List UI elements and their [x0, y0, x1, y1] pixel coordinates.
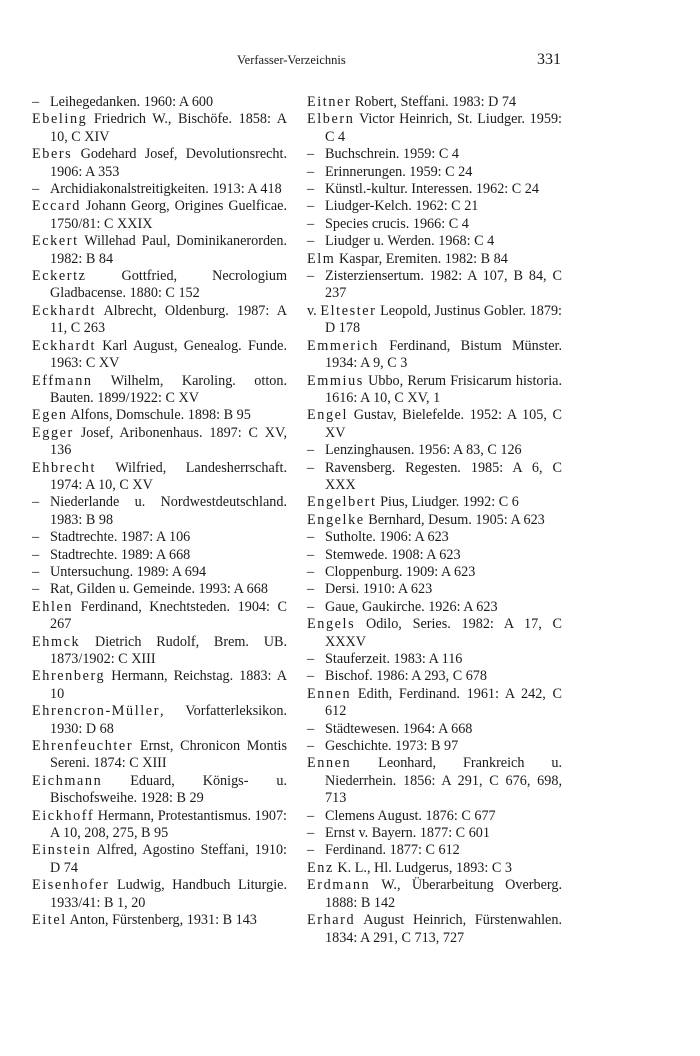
- index-entry: [32, 303, 287, 338]
- page-header: [0, 51, 700, 71]
- entry-text: Godehard Josef, Devolutionsrecht. 1906: A 353: [50, 146, 287, 180]
- author-name: Eisenhofer: [32, 877, 110, 894]
- entry-text: Dietrich Rudolf, Brem. UB. 1873/1902: C XIII: [50, 633, 287, 667]
- dash-marker: –: [307, 598, 315, 615]
- index-subentry: [307, 216, 562, 233]
- dash-marker: –: [32, 529, 40, 546]
- entry-text: , Vorfatterleksikon. 1930: D 68: [50, 703, 287, 737]
- index-entry: [32, 198, 287, 233]
- subentry-text: Lenzinghausen. 1956: A 83, C 126: [325, 442, 522, 459]
- author-name: Ennen: [307, 685, 352, 702]
- index-entry: [32, 146, 287, 181]
- index-entry: [32, 634, 287, 669]
- author-name: Ennen: [307, 755, 352, 772]
- subentry-text: Niederlande u. Nordwestdeutschland. 1983: B 98: [50, 494, 287, 528]
- entry-text: K. L., Hl. Ludgerus, 1893: C 3: [333, 859, 512, 876]
- author-name: Eccard: [32, 198, 81, 215]
- author-name: Elm: [307, 250, 336, 267]
- index-subentry: [307, 651, 562, 668]
- index-subentry: [32, 547, 287, 564]
- running-title: Verfasser-Verzeichnis: [237, 53, 346, 67]
- index-entry: [32, 877, 287, 912]
- entry-text: Willehad Paul, Dominikanerorden. 1982: B 84: [50, 233, 287, 267]
- subentry-text: Liudger u. Werden. 1968: C 4: [325, 233, 495, 250]
- index-entry: [307, 755, 562, 807]
- index-entry: [307, 912, 562, 947]
- index-subentry: [32, 564, 287, 581]
- index-entry: [32, 268, 287, 303]
- index-entry: [32, 425, 287, 460]
- index-subentry: [307, 721, 562, 738]
- dash-marker: –: [307, 842, 315, 859]
- index-entry: [307, 111, 562, 146]
- entry-text: Wilhelm, Karoling. otton. Bauten. 1899/1922: C XV: [50, 372, 287, 406]
- author-name: Engelke: [307, 511, 365, 528]
- subentry-text: Archidiakonalstreitigkeiten. 1913: A 418: [50, 181, 282, 198]
- author-prefix: v.: [307, 302, 321, 319]
- index-subentry: [307, 808, 562, 825]
- author-name: Ehrencron-Müller: [32, 703, 161, 720]
- author-name: Eckhardt: [32, 337, 97, 354]
- subentry-text: Dersi. 1910: A 623: [325, 581, 433, 598]
- index-entry: [307, 877, 562, 912]
- dash-marker: –: [307, 268, 315, 285]
- dash-marker: –: [32, 181, 40, 198]
- dash-marker: –: [307, 807, 315, 824]
- author-name: Ehbrecht: [32, 459, 97, 476]
- author-name: Ebers: [32, 146, 73, 163]
- dash-marker: –: [307, 668, 315, 685]
- index-entry: [307, 512, 562, 529]
- dash-marker: –: [307, 163, 315, 180]
- dash-marker: –: [307, 581, 315, 598]
- index-entry: [32, 703, 287, 738]
- entry-text: Wilfried, Landesherrschaft. 1974: A 10, C XV: [50, 459, 287, 493]
- entry-text: August Heinrich, Fürstenwahlen. 1834: A 291, C 713, 727: [325, 912, 562, 946]
- index-subentry: [307, 581, 562, 598]
- index-entry: [32, 233, 287, 268]
- index-entry: [307, 860, 562, 877]
- index-entry: [307, 303, 562, 338]
- entry-text: Gustav, Bielefelde. 1952: A 105, C XV: [325, 407, 562, 441]
- index-entry: [32, 773, 287, 808]
- entry-text: Bernhard, Desum. 1905: A 623: [364, 511, 545, 528]
- entry-text: Ernst, Chronicon Montis Sereni. 1874: C XIII: [50, 738, 287, 772]
- index-entry: [307, 94, 562, 111]
- author-name: Engelbert: [307, 494, 377, 511]
- author-name: Eickhoff: [32, 807, 95, 824]
- entry-text: Ludwig, Handbuch Liturgie. 1933/41: B 1, 20: [50, 877, 287, 911]
- author-name: Engel: [307, 407, 349, 424]
- dash-marker: –: [307, 146, 315, 163]
- index-subentry: [307, 529, 562, 546]
- author-name: Eckhardt: [32, 302, 97, 319]
- index-column-left: [32, 94, 287, 930]
- author-name: Eitner: [307, 94, 352, 110]
- author-name: Eitel: [32, 912, 67, 929]
- dash-marker: –: [307, 651, 315, 667]
- index-subentry: [307, 181, 562, 198]
- index-entry: [32, 373, 287, 408]
- dash-marker: –: [32, 581, 40, 598]
- author-name: Elbern: [307, 111, 355, 128]
- index-subentry: [307, 146, 562, 163]
- dash-marker: –: [307, 181, 315, 198]
- index-entry: [32, 842, 287, 877]
- dash-marker: –: [307, 459, 315, 476]
- author-name: Eckert: [32, 233, 79, 250]
- entry-text: Alfred, Agostino Steffani, 1910: D 74: [50, 842, 287, 876]
- subentry-text: Gaue, Gaukirche. 1926: A 623: [325, 598, 498, 615]
- index-subentry: [32, 581, 287, 598]
- index-subentry: [307, 268, 562, 303]
- subentry-text: Stauferzeit. 1983: A 116: [325, 651, 463, 667]
- index-subentry: [307, 564, 562, 581]
- index-subentry: [307, 738, 562, 755]
- dash-marker: –: [32, 563, 40, 580]
- index-entry: [32, 111, 287, 146]
- index-entry: [32, 338, 287, 373]
- subentry-text: Stadtrechte. 1987: A 106: [50, 529, 191, 546]
- entry-text: Leonhard, Frankreich u. Niederrhein. 1856: A 291, C 676, 698, 713: [325, 755, 562, 807]
- dash-marker: –: [307, 215, 315, 232]
- entry-text: Robert, Steffani. 1983: D 74: [351, 94, 517, 110]
- dash-marker: –: [307, 529, 315, 546]
- entry-text: Albrecht, Oldenburg. 1987: A 11, C 263: [50, 302, 287, 337]
- dash-marker: –: [307, 738, 315, 755]
- subentry-text: Untersuchung. 1989: A 694: [50, 563, 207, 580]
- subentry-text: Städtewesen. 1964: A 668: [325, 720, 473, 737]
- entry-text: Leopold, Justinus Gobler. 1879: D 178: [325, 302, 562, 337]
- index-entry: [32, 599, 287, 634]
- index-entry: [307, 338, 562, 373]
- author-name: Emmerich: [307, 337, 379, 354]
- dash-marker: –: [32, 546, 40, 563]
- subentry-text: Cloppenburg. 1909: A 623: [325, 563, 476, 580]
- subentry-text: Stadtrechte. 1989: A 668: [50, 546, 191, 563]
- entry-text: W., Überarbeitung Overberg. 1888: B 142: [325, 877, 562, 911]
- index-subentry: [307, 668, 562, 685]
- dash-marker: –: [307, 546, 315, 563]
- subentry-text: Liudger-Kelch. 1962: C 21: [325, 198, 479, 215]
- subentry-text: Ferdinand. 1877: C 612: [325, 842, 460, 859]
- author-name: Egen: [32, 407, 68, 424]
- dash-marker: –: [307, 720, 315, 737]
- author-name: Effmann: [32, 372, 93, 389]
- index-subentry: [32, 494, 287, 529]
- entry-text: Alfons, Domschule. 1898: B 95: [67, 407, 251, 424]
- index-subentry: [32, 94, 287, 111]
- author-name: Engels: [307, 616, 356, 633]
- index-subentry: [307, 599, 562, 616]
- entry-text: Ferdinand, Knechtsteden. 1904: C 267: [50, 598, 287, 633]
- author-name: Ehlen: [32, 598, 74, 615]
- entry-text: Hermann, Reichstag. 1883: A 10: [50, 668, 287, 702]
- entry-text: Ubbo, Rerum Frisicarum historia. 1616: A 10, C XV, 1: [325, 372, 562, 406]
- subentry-text: Buchschrein. 1959: C 4: [325, 146, 459, 163]
- index-entry: [32, 407, 287, 424]
- author-name: Ebeling: [32, 111, 88, 128]
- index-subentry: [307, 164, 562, 181]
- entry-text: Kaspar, Eremiten. 1982: B 84: [335, 250, 508, 267]
- dash-marker: –: [32, 94, 40, 110]
- author-name: Erhard: [307, 912, 356, 929]
- subentry-text: Species crucis. 1966: C 4: [325, 215, 469, 232]
- dash-marker: –: [307, 825, 315, 842]
- entry-text: Johann Georg, Origines Guelficae. 1750/81: C XXIX: [50, 198, 287, 232]
- page-number: 331: [537, 51, 561, 68]
- dash-marker: –: [307, 563, 315, 580]
- subentry-text: Bischof. 1986: A 293, C 678: [325, 668, 487, 685]
- author-name: Ehrenfeuchter: [32, 738, 134, 755]
- index-entry: [307, 494, 562, 511]
- dash-marker: –: [307, 198, 315, 215]
- index-subentry: [307, 198, 562, 215]
- entry-text: Anton, Fürstenberg, 1931: B 143: [66, 912, 257, 929]
- subentry-text: Zisterziensertum. 1982: A 107, B 84, C 237: [325, 268, 562, 302]
- subentry-text: Clemens August. 1876: C 677: [325, 807, 496, 824]
- index-subentry: [307, 233, 562, 250]
- subentry-text: Stemwede. 1908: A 623: [325, 546, 461, 563]
- author-name: Einstein: [32, 842, 92, 859]
- index-subentry: [307, 460, 562, 495]
- subentry-text: Ravensberg. Regesten. 1985: A 6, C XXX: [325, 459, 562, 493]
- dash-marker: –: [32, 494, 40, 511]
- author-name: Ehrenberg: [32, 668, 106, 685]
- index-entry: [32, 808, 287, 843]
- author-name: Enz: [307, 859, 334, 876]
- entry-text: Gottfried, Necrologium Gladbacense. 1880: C 152: [50, 268, 287, 302]
- author-name: Eckertz: [32, 268, 87, 285]
- author-name: Eichmann: [32, 772, 103, 789]
- entry-text: Eduard, Königs- u. Bischofsweihe. 1928: B 29: [50, 772, 287, 807]
- dash-marker: –: [307, 233, 315, 250]
- entry-text: Hermann, Protestantismus. 1907: A 10, 208, 275, B 95: [50, 807, 287, 842]
- subentry-text: Rat, Gilden u. Gemeinde. 1993: A 668: [50, 581, 268, 598]
- index-entry: [307, 407, 562, 442]
- index-entry: [32, 912, 287, 929]
- index-entry: [307, 686, 562, 721]
- author-name: Erdmann: [307, 877, 371, 894]
- subentry-text: Künstl.-kultur. Interessen. 1962: C 24: [325, 181, 539, 198]
- index-subentry: [307, 442, 562, 459]
- entry-text: Ferdinand, Bistum Münster. 1934: A 9, C 3: [325, 337, 562, 372]
- entry-text: Josef, Aribonenhaus. 1897: C XV, 136: [50, 424, 287, 459]
- entry-text: Friedrich W., Bischöfe. 1858: A 10, C XIV: [50, 111, 287, 145]
- subentry-text: Ernst v. Bayern. 1877: C 601: [325, 825, 490, 842]
- entry-text: Odilo, Series. 1982: A 17, C XXXV: [325, 616, 562, 650]
- dash-marker: –: [307, 442, 315, 459]
- entry-text: Victor Heinrich, St. Liudger. 1959: C 4: [325, 111, 562, 145]
- index-column-right: [307, 94, 562, 947]
- subentry-text: Leihegedanken. 1960: A 600: [50, 94, 214, 110]
- entry-text: Karl August, Genealog. Funde. 1963: C XV: [50, 337, 287, 372]
- index-subentry: [32, 529, 287, 546]
- entry-text: Edith, Ferdinand. 1961: A 242, C 612: [325, 685, 562, 720]
- index-subentry: [32, 181, 287, 198]
- index-entry: [307, 251, 562, 268]
- index-entry: [32, 738, 287, 773]
- subentry-text: Erinnerungen. 1959: C 24: [325, 163, 473, 180]
- author-name: Eltester: [320, 302, 377, 319]
- index-subentry: [307, 825, 562, 842]
- author-name: Egger: [32, 424, 74, 441]
- subentry-text: Geschichte. 1973: B 97: [325, 738, 459, 755]
- author-name: Ehmck: [32, 633, 81, 650]
- entry-text: Pius, Liudger. 1992: C 6: [376, 494, 519, 511]
- index-subentry: [307, 547, 562, 564]
- index-entry: [307, 616, 562, 651]
- subentry-text: Sutholte. 1906: A 623: [325, 529, 449, 546]
- index-subentry: [307, 842, 562, 859]
- author-name: Emmius: [307, 372, 364, 389]
- index-entry: [32, 460, 287, 495]
- index-entry: [32, 668, 287, 703]
- index-entry: [307, 373, 562, 408]
